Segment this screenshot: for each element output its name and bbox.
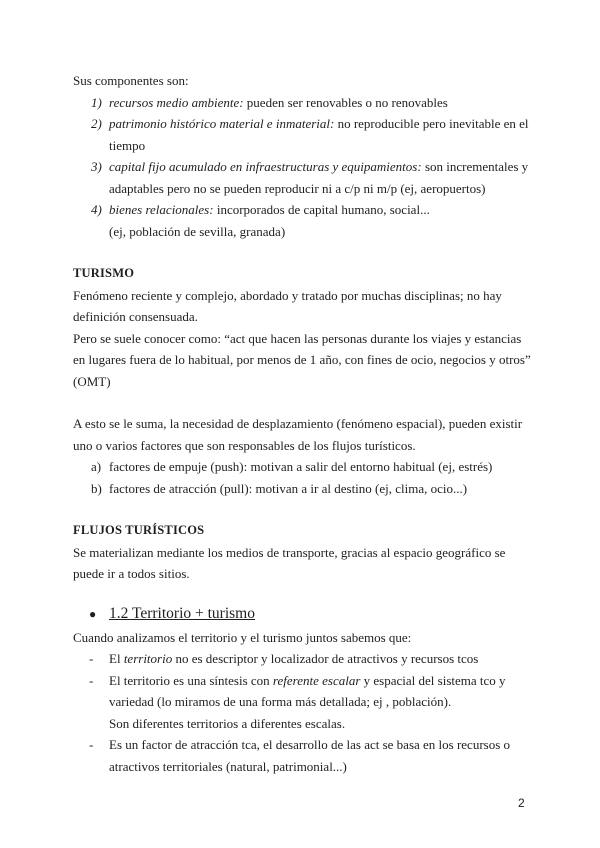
list-marker: 4) — [91, 202, 102, 217]
dash-marker: - — [89, 737, 94, 752]
flujos-heading: FLUJOS TURÍSTICOS — [73, 523, 205, 537]
component-item-3 — [73, 156, 533, 199]
page-content — [73, 70, 533, 777]
territorio-item-2 — [73, 670, 533, 713]
section-title-territorio — [73, 601, 533, 627]
component-term: recursos medio ambiente: — [109, 94, 244, 110]
bullet-icon: ● — [89, 606, 97, 621]
component-item-4 — [73, 199, 533, 221]
turismo-paragraph-2: Pero se suele conocer como: “act que hacen las personas durante los viajes y estancias en lugares fuera de lo habitual, por menos de 1 año, con fines de ocio, negocios y otros” (OMT) — [73, 330, 531, 389]
territorio-item-3 — [73, 734, 533, 777]
list-marker: 2) — [91, 116, 102, 131]
factor-text: factores de empuje (push): motivan a salir del entorno habitual (ej, estrés) — [109, 459, 493, 474]
list-marker: a) — [91, 459, 102, 474]
component-term: bienes relacionales: — [109, 202, 214, 217]
item-text: y espacial del sistema tco y variedad (lo miramos de una forma más detallada; ej , población). — [109, 672, 506, 709]
turismo-paragraph-1: Fenómeno reciente y complejo, abordado y tratado por muchas disciplinas; no hay definición consensuada. — [73, 287, 502, 324]
turismo-heading: TURISMO — [73, 266, 135, 280]
list-marker: b) — [91, 480, 102, 496]
item-text: no es descriptor y localizador de atractivos y recursos tcos — [172, 651, 479, 666]
section-title-text: 1.2 Territorio + turismo — [109, 604, 255, 622]
list-marker: 3) — [91, 159, 102, 174]
dash-marker: - — [89, 672, 94, 688]
component-desc: incorporados de capital humano, social... — [213, 202, 430, 217]
component-desc: no reproducible pero inevitable en el tiempo — [109, 116, 529, 153]
component-desc: pueden ser renovables o no renovables — [243, 94, 448, 110]
component-term: capital fijo acumulado en infraestructuras y equipamientos: — [109, 159, 422, 174]
factores-paragraph: A esto se le suma, la necesidad de desplazamiento (fenómeno espacial), pueden existir uno o varios factores que son responsables de los flujos turísticos. — [73, 416, 523, 453]
factor-item-push — [73, 456, 533, 478]
item-text: Es un factor de atracción tca, el desarrollo de las act se basa en los recursos o atractivos territoriales (natural, patrimonial...) — [109, 737, 511, 774]
list-marker: 1) — [91, 94, 102, 110]
item-emphasis: referente escalar — [272, 672, 361, 688]
territorio-item-1 — [73, 648, 533, 670]
flujos-paragraph: Se materializan mediante los medios de transporte, gracias al espacio geográfico se puede ir a todos sitios. — [73, 544, 506, 581]
factor-item-pull — [73, 478, 533, 500]
component-item-2 — [73, 113, 533, 156]
component-item-4-continuation: (ej, población de sevilla, granada) — [109, 223, 286, 239]
item-text: El — [109, 651, 124, 666]
item-emphasis: territorio — [123, 651, 173, 666]
components-lead: Sus componentes son: — [73, 73, 189, 88]
component-desc: son incrementales y adaptables pero no se pueden reproducir ni a c/p ni m/p (ej, aeropuertos) — [109, 159, 529, 196]
territorio-lead: Cuando analizamos el territorio y el turismo juntos sabemos que: — [73, 629, 412, 645]
factor-text: factores de atracción (pull): motivan a ir al destino (ej, clima, ocio...) — [109, 480, 468, 496]
component-item-1 — [73, 92, 533, 114]
item-text: El territorio es una síntesis con — [109, 672, 273, 688]
component-term: patrimonio histórico material e inmaterial: — [109, 116, 335, 131]
dash-marker: - — [89, 651, 94, 666]
page-number: 2 — [518, 796, 525, 810]
territorio-item-2-continuation: Son diferentes territorios a diferentes escalas. — [109, 715, 346, 731]
